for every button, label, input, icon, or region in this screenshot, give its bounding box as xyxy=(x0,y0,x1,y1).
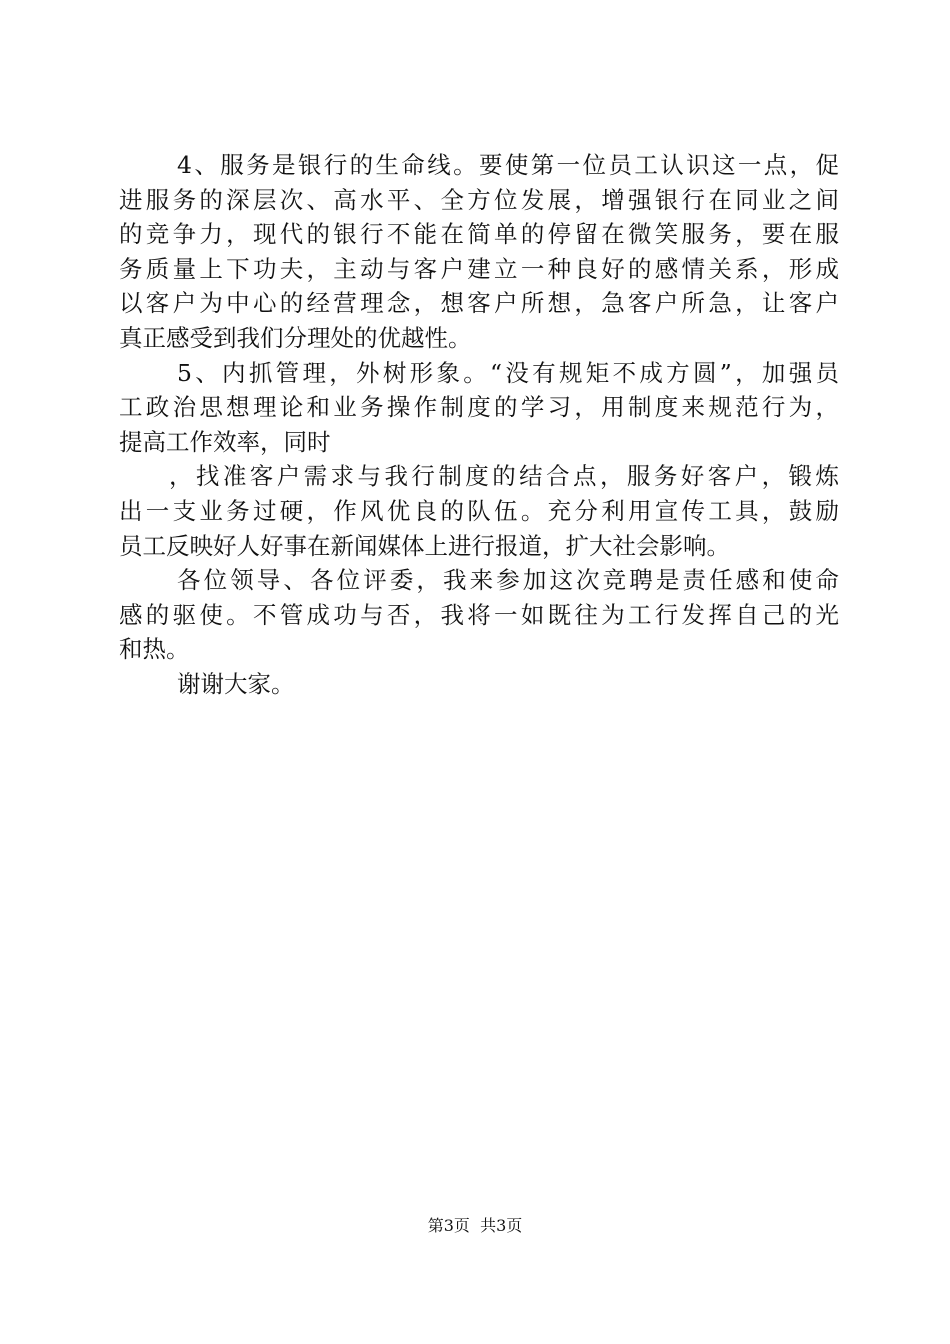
text-line: 真正感受到我们分理处的优越性。 xyxy=(119,323,472,352)
text-line: 出一支业务过硬，作风优良的队伍。充分利用宣传工具，鼓励 xyxy=(119,496,839,525)
text-line: 进服务的深层次、高水平、全方位发展，增强银行在同业之间 xyxy=(119,185,839,214)
text-line: 和热。 xyxy=(119,635,190,664)
text-line: 提高工作效率，同时 xyxy=(119,427,331,456)
text-line: 员工反映好人好事在新闻媒体上进行报道，扩大社会影响。 xyxy=(119,531,730,560)
text-line: 务质量上下功夫，主动与客户建立一种良好的感情关系，形成 xyxy=(119,254,839,283)
text-line: 感的驱使。不管成功与否，我将一如既往为工行发挥自己的光 xyxy=(119,600,839,629)
text-line: 以客户为中心的经营理念，想客户所想，急客户所急，让客户 xyxy=(119,289,839,318)
text-line: ，找准客户需求与我行制度的结合点，服务好客户，锻炼 xyxy=(169,462,839,491)
document-body xyxy=(119,148,839,702)
text-line: 4、服务是银行的生命线。要使第一位员工认识这一点，促 xyxy=(177,151,839,179)
page-number-footer: 第3页 共3页 xyxy=(427,1216,523,1235)
text-line: 工政治思想理论和业务操作制度的学习，用制度来规范行为， xyxy=(119,393,839,422)
text-line: 谢谢大家。 xyxy=(177,669,295,698)
text-line: 的竞争力，现代的银行不能在简单的停留在微笑服务，要在服 xyxy=(119,220,839,249)
text-line: 5、内抓管理，外树形象。“没有规矩不成方圆”，加强员 xyxy=(177,358,839,387)
text-line: 各位领导、各位评委，我来参加这次竞聘是责任感和使命 xyxy=(177,566,839,595)
